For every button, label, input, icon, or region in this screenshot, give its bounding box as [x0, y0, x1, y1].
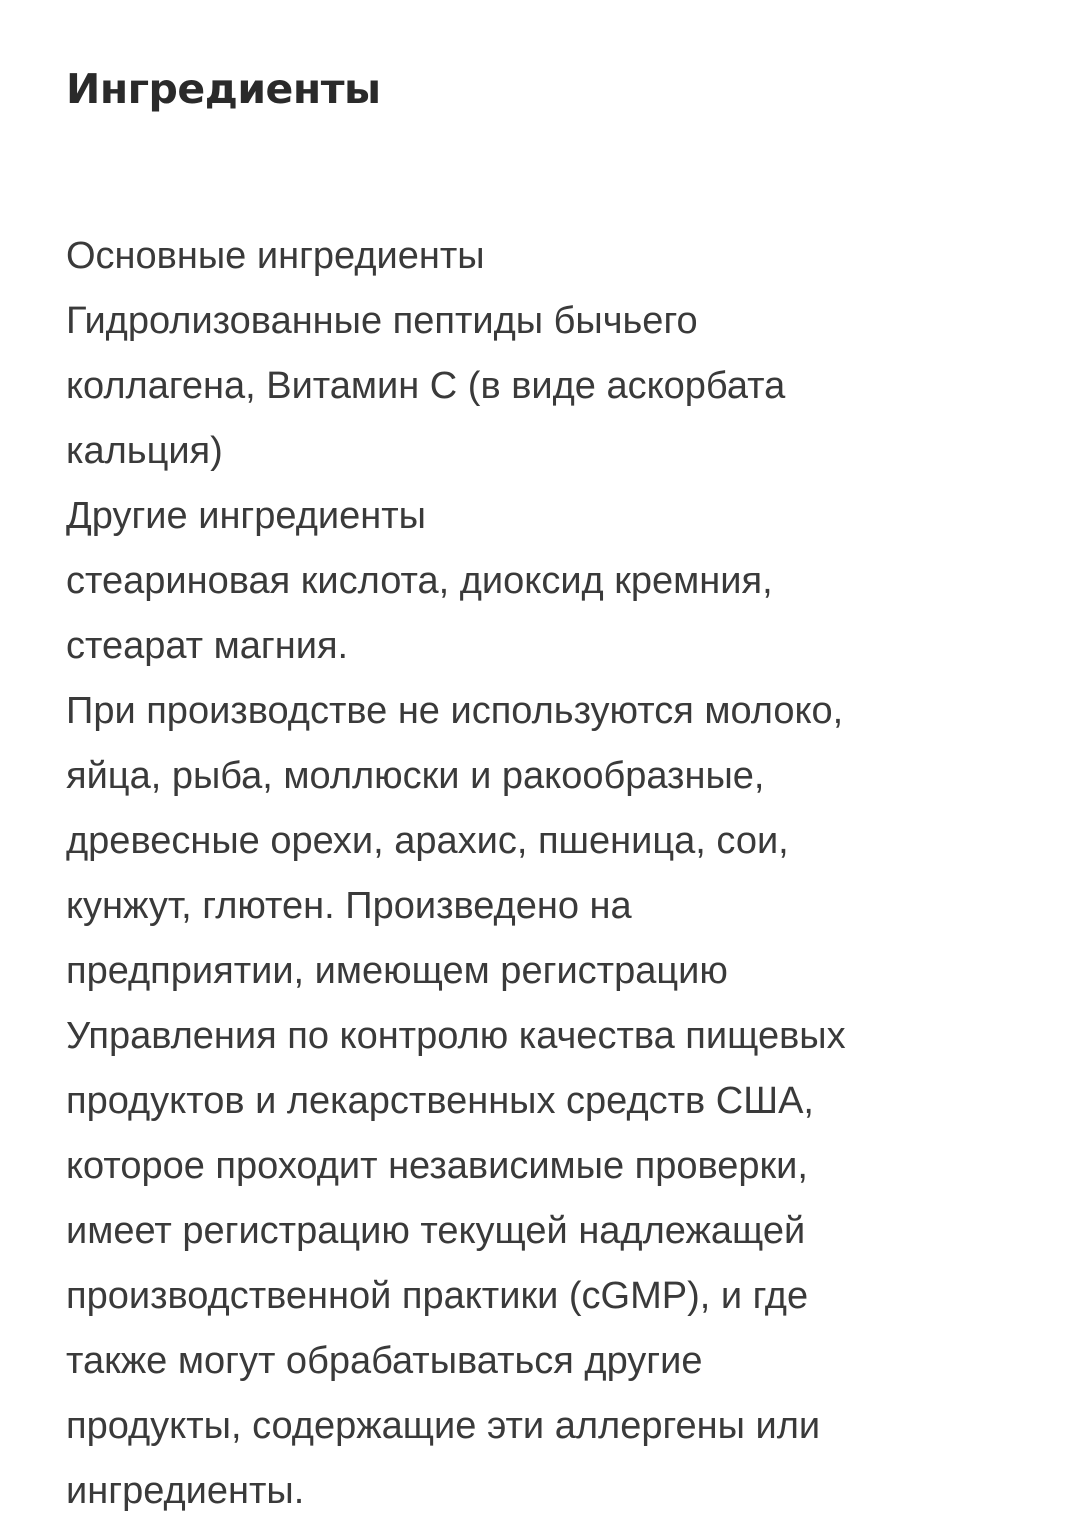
text-line: яйца, рыба, моллюски и ракообразные, [66, 755, 765, 797]
text-line: кальция) [66, 430, 223, 472]
text-line: стеариновая кислота, диоксид кремния, [66, 560, 773, 602]
text-line: стеарат магния. [66, 625, 349, 667]
page-title: Ингредиенты [66, 65, 381, 113]
text-line: древесные орехи, арахис, пшеница, сои, [66, 820, 789, 862]
text-line: коллагена, Витамин C (в виде аскорбата [66, 365, 786, 407]
text-line: производственной практики (cGMP), и где [66, 1275, 809, 1317]
text-line: имеет регистрацию текущей надлежащей [66, 1210, 806, 1252]
ingredients-text [66, 224, 1014, 1524]
text-line: Гидролизованные пептиды бычьего [66, 300, 698, 342]
text-line: Управления по контролю качества пищевых [66, 1015, 846, 1057]
text-line: Основные ингредиенты [66, 235, 485, 277]
text-line: кунжут, глютен. Произведено на [66, 885, 632, 927]
text-line: которое проходит независимые проверки, [66, 1145, 808, 1187]
text-line: продуктов и лекарственных средств США, [66, 1080, 814, 1122]
text-line: продукты, содержащие эти аллергены или [66, 1405, 821, 1447]
text-line: также могут обрабатываться другие [66, 1340, 703, 1382]
text-line: предприятии, имеющем регистрацию [66, 950, 728, 992]
text-line: Другие ингредиенты [66, 495, 426, 537]
text-line: ингредиенты. [66, 1470, 305, 1512]
text-line: При производстве не используются молоко, [66, 690, 844, 732]
